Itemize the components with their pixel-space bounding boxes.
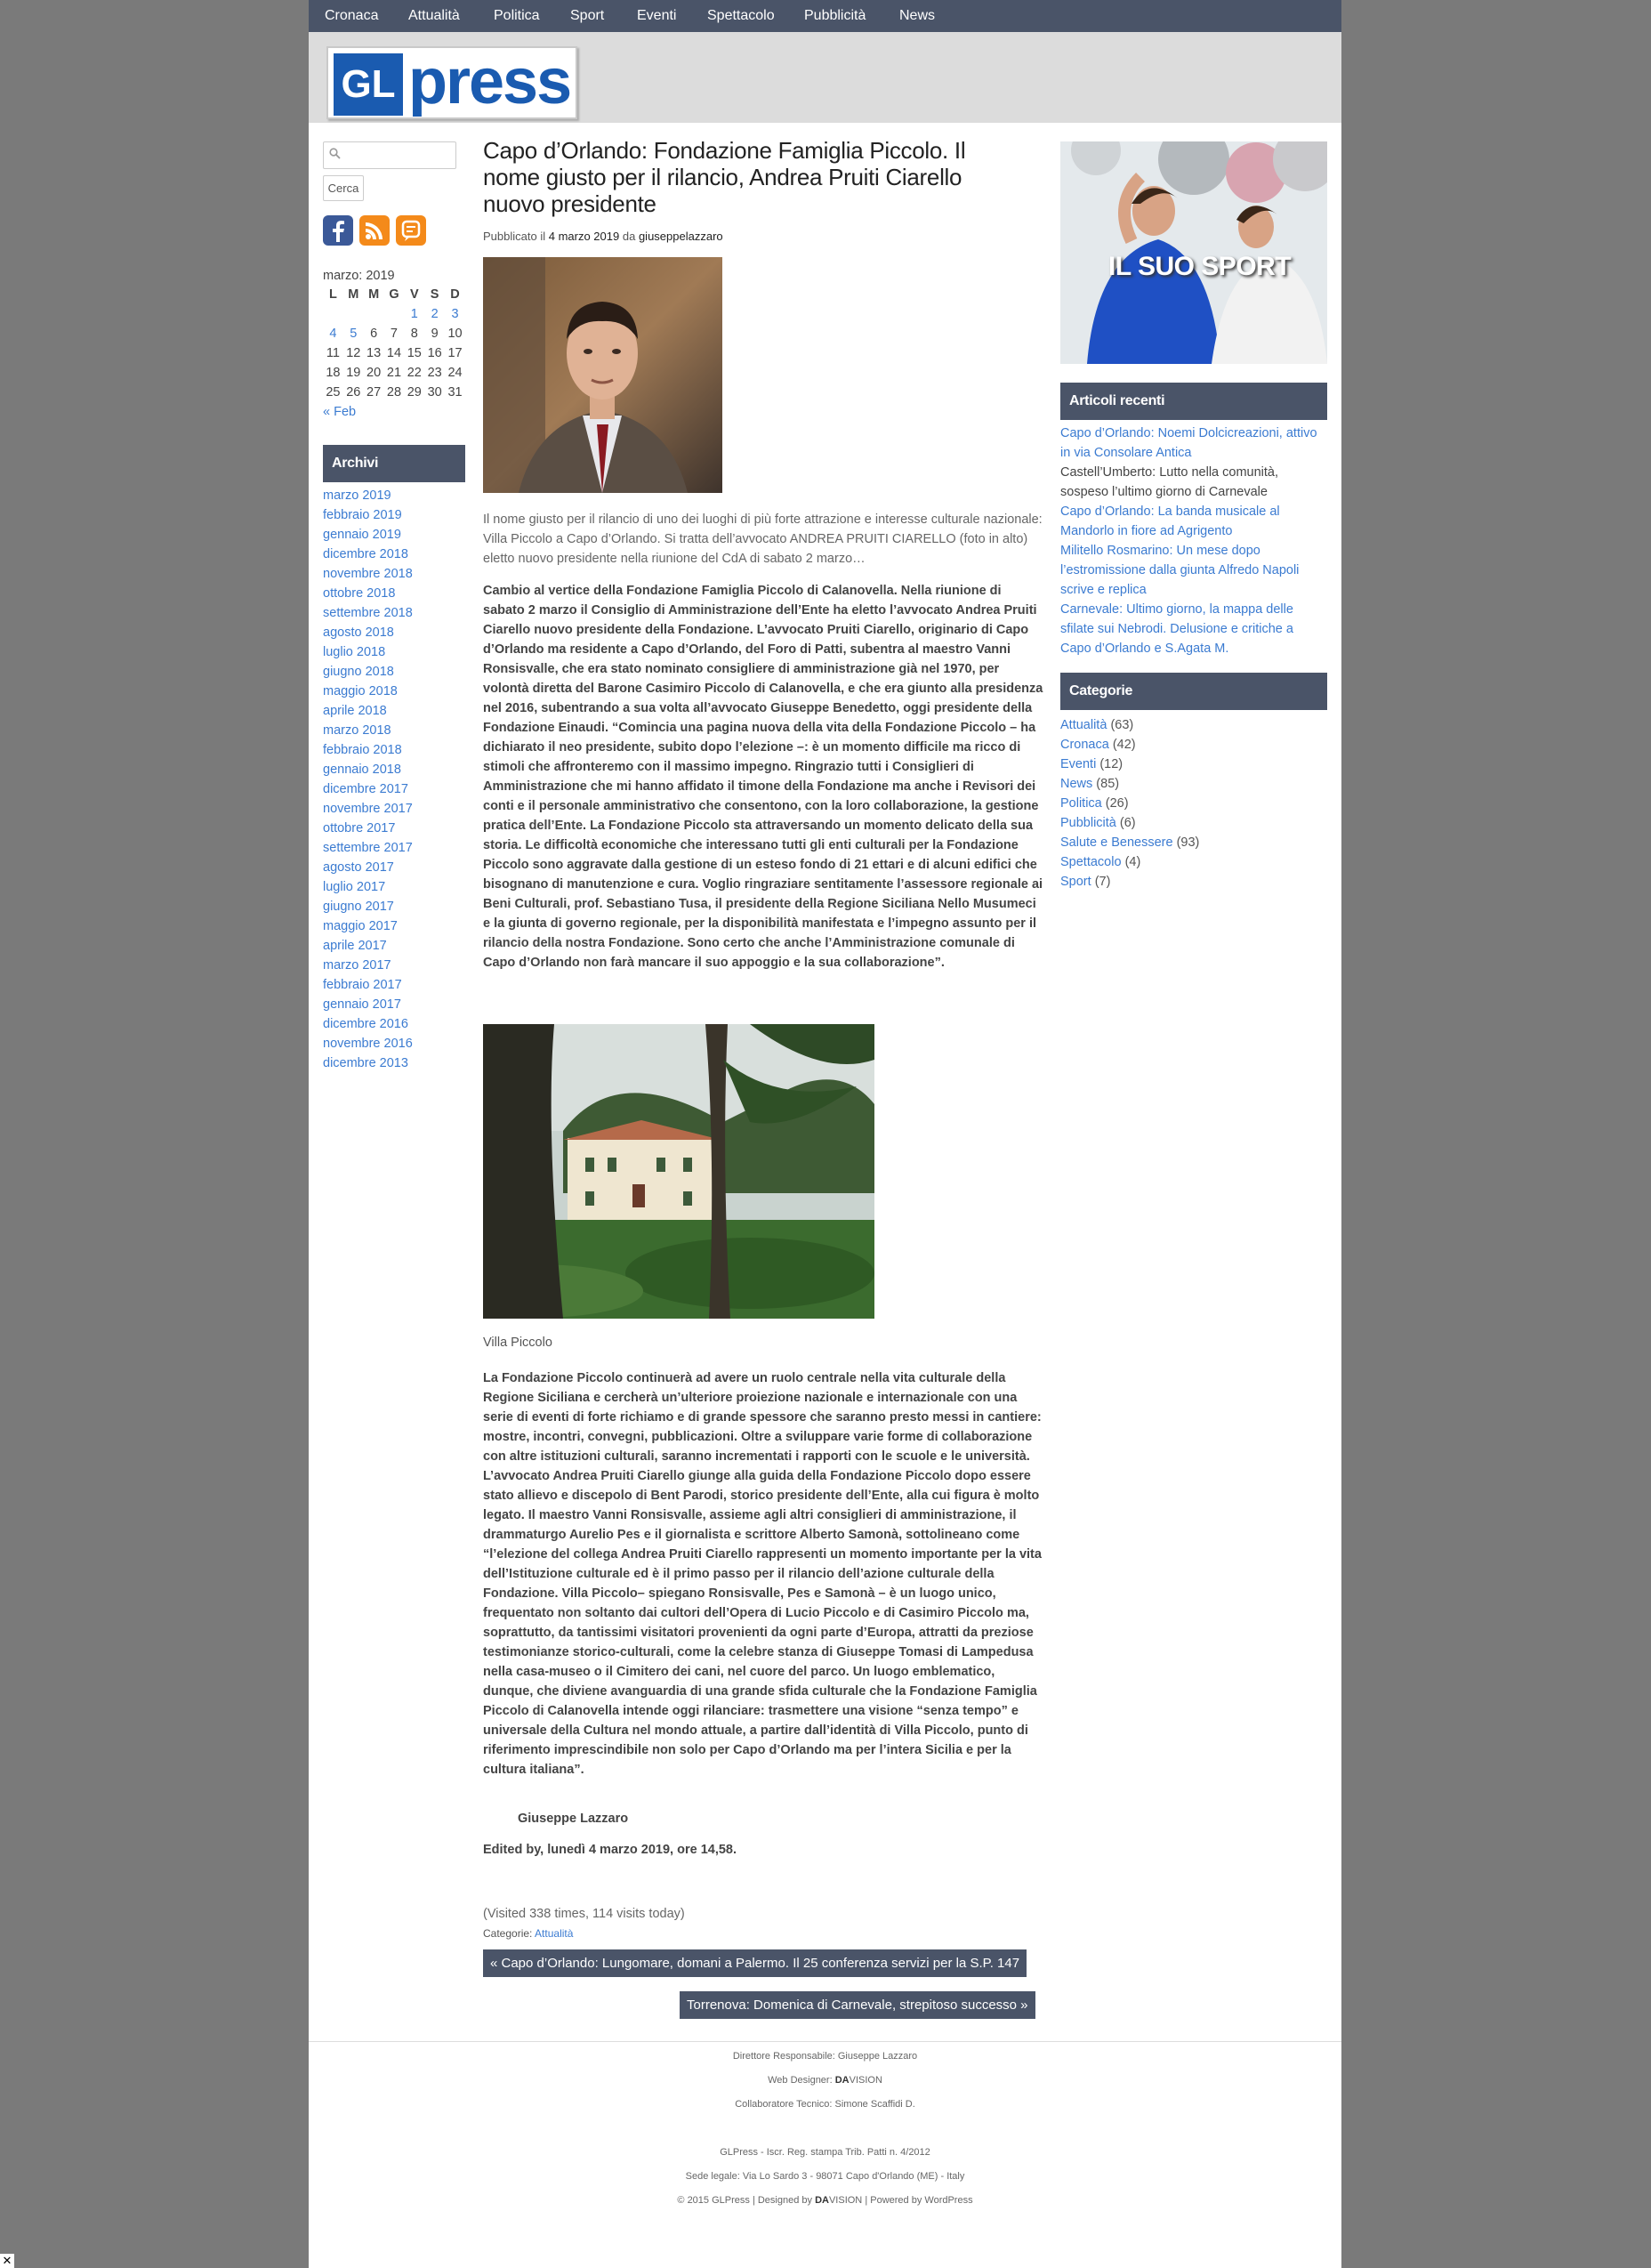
- nav-cronaca[interactable]: Cronaca: [325, 8, 379, 23]
- calendar-day: 17: [447, 346, 463, 360]
- category-item-count: (26): [1105, 796, 1129, 811]
- calendar-day: 24: [447, 366, 463, 380]
- archive-link[interactable]: maggio 2017: [323, 919, 398, 933]
- post-date[interactable]: 4 marzo 2019: [548, 230, 620, 243]
- category-item-count: (63): [1110, 718, 1134, 732]
- calendar-weekday: V: [409, 287, 419, 302]
- post-byline: [483, 230, 723, 243]
- calendar-day: 22: [407, 366, 422, 380]
- site-footer: [309, 2041, 1341, 2268]
- category-item: [1060, 852, 1327, 872]
- recent-post-link[interactable]: Capo d’Orlando: La banda musicale al Mandorlo in fiore ad Agrigento: [1060, 504, 1280, 538]
- category-item-link[interactable]: Sport: [1060, 875, 1091, 889]
- visit-counter: (Visited 338 times, 114 visits today): [483, 1907, 685, 1921]
- archive-link[interactable]: novembre 2018: [323, 567, 413, 581]
- post-signature: Giuseppe Lazzaro: [518, 1812, 629, 1826]
- categories-label: Categorie:: [483, 1927, 533, 1940]
- sport-ad-banner[interactable]: [1060, 141, 1327, 364]
- archive-link[interactable]: gennaio 2017: [323, 997, 401, 1012]
- calendar-weekday: G: [389, 287, 399, 302]
- footer-collaboratore: Collaboratore Tecnico: Simone Scaffidi D.: [735, 2099, 915, 2110]
- site-header: [309, 32, 1341, 123]
- archivi-list: [323, 486, 474, 1073]
- previous-post-button[interactable]: « Capo d’Orlando: Lungomare, domani a Palermo. Il 25 conferenza servizi per la S.P. 147: [483, 1949, 1027, 1977]
- archive-link[interactable]: ottobre 2017: [323, 821, 396, 835]
- calendar-day: 9: [431, 327, 439, 341]
- blog-icon[interactable]: [396, 215, 426, 246]
- category-item-link[interactable]: Pubblicità: [1060, 816, 1116, 830]
- calendar-day: 16: [427, 346, 442, 360]
- archive-link[interactable]: novembre 2017: [323, 802, 413, 816]
- calendar-day: [384, 304, 405, 324]
- search-input[interactable]: [323, 141, 456, 169]
- category-item-link[interactable]: Cronaca: [1060, 738, 1109, 752]
- next-post-button[interactable]: Torrenova: Domenica di Carnevale, strepitoso successo »: [680, 1991, 1035, 2019]
- nav-sport[interactable]: Sport: [570, 8, 605, 23]
- archive-link[interactable]: dicembre 2013: [323, 1056, 408, 1070]
- ad-text: IL SUO SPORT: [1108, 252, 1292, 281]
- site-logo[interactable]: [326, 46, 577, 119]
- archive-link[interactable]: dicembre 2016: [323, 1017, 408, 1031]
- calendar-day[interactable]: 1: [410, 307, 418, 321]
- footer-registro: GLPress - Iscr. Reg. stampa Trib. Patti n. 4/2012: [720, 2147, 930, 2158]
- photo-caption: Villa Piccolo: [483, 1336, 552, 1350]
- calendar-weekday: M: [348, 287, 359, 302]
- archivi-title: Archivi: [323, 445, 465, 482]
- search-icon: [329, 148, 341, 159]
- calendar-day[interactable]: 4: [329, 327, 337, 341]
- recent-post-link[interactable]: Militello Rosmarino: Un mese dopo l’estromissione dalla giunta Alfredo Napoli scrive e replica: [1060, 544, 1300, 597]
- archive-link[interactable]: dicembre 2018: [323, 547, 408, 561]
- footer-brand-bold[interactable]: DA: [834, 2075, 850, 2086]
- calendar-weekday: S: [430, 287, 439, 302]
- category-item-link[interactable]: Attualità: [1060, 718, 1107, 732]
- calendar-weekday: M: [368, 287, 380, 302]
- archive-link[interactable]: gennaio 2019: [323, 528, 401, 542]
- calendar-day[interactable]: 2: [431, 307, 439, 321]
- rss-icon[interactable]: [359, 215, 390, 246]
- category-item: [1060, 833, 1327, 852]
- calendar-day: 21: [386, 366, 402, 380]
- byline-mid: da: [622, 230, 636, 243]
- nav-spettacolo[interactable]: Spettacolo: [707, 8, 775, 23]
- category-item: [1060, 715, 1327, 735]
- calendar-day: 30: [427, 385, 442, 400]
- archive-link[interactable]: febbraio 2019: [323, 508, 402, 522]
- archive-link[interactable]: luglio 2017: [323, 880, 386, 894]
- page: [309, 0, 1341, 2268]
- category-item: [1060, 735, 1327, 755]
- calendar-day: 23: [427, 366, 442, 380]
- footer-copy-brand-bold[interactable]: DA: [815, 2195, 829, 2206]
- footer-copy-prefix: © 2015 GLPress | Designed by: [677, 2195, 813, 2206]
- calendar-day: 11: [326, 346, 340, 360]
- calendar-caption: marzo: 2019: [323, 269, 395, 283]
- calendar-day: 26: [346, 385, 361, 400]
- category-item-count: (12): [1099, 757, 1123, 771]
- calendar-day[interactable]: 3: [451, 307, 459, 321]
- calendar-day: [364, 304, 384, 324]
- post-excerpt: Il nome giusto per il rilancio di uno dei luoghi di più forte attrazione e interesse culturale nazionale: Villa Piccolo a Capo d’Orlando. Si tratta dell’avvocato ANDREA PRUITI CIARELLO (foto in alto) eletto nuovo presidente nella riunione del CdA di sabato 2 marzo…: [483, 513, 1043, 566]
- category-item-count: (93): [1176, 835, 1200, 850]
- footer-webdesigner: [309, 2075, 1341, 2086]
- recent-posts-list: [1060, 424, 1327, 658]
- archive-link[interactable]: aprile 2017: [323, 939, 387, 953]
- calendar-day: 14: [386, 346, 402, 360]
- search-button[interactable]: Cerca: [323, 175, 364, 201]
- footer-copyright: [309, 2195, 1341, 2206]
- calendar-day: 15: [407, 346, 422, 360]
- nav-attualita[interactable]: Attualità: [408, 8, 460, 23]
- archive-link[interactable]: giugno 2017: [323, 900, 394, 914]
- category-item-link[interactable]: Spettacolo: [1060, 855, 1122, 869]
- category-item-count: (7): [1094, 875, 1111, 889]
- calendar-day: 28: [386, 385, 402, 400]
- archive-link[interactable]: agosto 2017: [323, 860, 394, 875]
- categories-list: [1060, 715, 1327, 892]
- byline-prefix: Pubblicato il: [483, 230, 546, 243]
- archive-link[interactable]: febbraio 2017: [323, 978, 402, 992]
- calendar-day: 29: [407, 385, 422, 400]
- calendar-prev-link[interactable]: « Feb: [323, 405, 357, 419]
- calendar-weekday: L: [328, 287, 337, 302]
- villa-piccolo-photo: [483, 1024, 874, 1319]
- category-item-count: (4): [1124, 855, 1141, 869]
- category-item-count: (42): [1112, 738, 1136, 752]
- archive-link[interactable]: marzo 2019: [323, 488, 391, 503]
- post-categories: [483, 1927, 573, 1940]
- nav-news[interactable]: News: [899, 8, 936, 23]
- calendar-weekday: D: [450, 287, 460, 302]
- archive-link[interactable]: settembre 2018: [323, 606, 413, 620]
- post-body-2: La Fondazione Piccolo continuerà ad avere un ruolo centrale nella vita culturale della Regione Siciliana e cercherà un’ulteriore proiezione nazionale e internazionale con una serie di eventi di forte richiamo e di grande spessore che saranno presto messi in cantiere: mostre, incontri, convegni, pubblicazioni. Oltre a sviluppare varie forme di collaborazione con altre istituzioni culturali, saranno incrementati i rapporti con le scuole e le università. L’avvocato Andrea Pruiti Ciarello giunge alla guida della Fondazione Piccolo dopo essere stato allievo e discepolo di Bent Parodi, storico presidente dell’Ente, alla cui figura è molto legato. Il maestro Vanni Ronsisvalle, assieme agli altri consiglieri di amministrazione, il drammaturgo Aurelio Pes e il giornalista e scrittore Alberto Samonà, sottolineano come “l’elezione del collega Andrea Pruiti Ciarello rappresenti un momento importante per la vita dell’Istituzione culturale ed è il primo passo per il rilancio dell’azione culturale della Fondazione. Villa Piccolo– spiegano Ronsisvalle, Pes e Samonà – è un luogo unico, frequentato non soltanto dai cultori dell’Opera di Lucio Piccolo e di Casimiro Piccolo ma, soprattutto, da tantissimi visitatori provenienti da ogni parte d’Europa, attratti da preziose testimonianze storico-culturali, come la celebre stanza di Giuseppe Tomasi di Lampedusa nella casa-museo o il Cimitero dei cani, nel cuore del parco. Un luogo emblematico, dunque, che diviene avanguardia di una grande sfida culturale che la Fondazione Famiglia Piccolo di Calanovella intende oggi rilanciare: trasmettere una visione “senza tempo” e universale della Cultura nel mondo attuale, a partire dall’identità di Villa Piccolo, punto di riferimento imprescindibile non solo per Capo d’Orlando ma per l’intera Sicilia e per la cultura italiana”.: [483, 1371, 1042, 1777]
- category-item: [1060, 813, 1327, 833]
- archive-link[interactable]: agosto 2018: [323, 626, 394, 640]
- archive-link[interactable]: gennaio 2018: [323, 763, 401, 777]
- recent-post-link[interactable]: Capo d’Orlando: Noemi Dolcicreazioni, attivo in via Consolare Antica: [1060, 426, 1317, 460]
- archive-link[interactable]: settembre 2017: [323, 841, 413, 855]
- archive-link[interactable]: marzo 2017: [323, 958, 391, 973]
- recent-post-link[interactable]: Castell’Umberto: Lutto nella comunità, sospeso l’ultimo giorno di Carnevale: [1060, 465, 1279, 499]
- post-body-1: Cambio al vertice della Fondazione Famiglia Piccolo di Calanovella. Nella riunione di sabato 2 marzo il Consiglio di Amministrazione dell’Ente ha eletto l’avvocato Andrea Pruiti Ciarello nuovo presidente della Fondazione. L’avvocato Pruiti Ciarello, originario di Capo d’Orlando ma residente a Capo d’Orlando, del Foro di Patti, subentra al maestro Vanni Ronsisvalle, che era stato nominato consigliere di amministrazione già nel 1970, per volontà diretta del Barone Casimiro Piccolo di Calanovella, e che era giunto alla presidenza nel 2016, subentrando a sua volta all’avvocato Giuseppe Benedetto, oggi presidente della Fondazione Einaudi. “Comincia una pagina nuova della vita della Fondazione Piccolo – ha dichiarato il neo presidente, subito dopo l’elezione –: è un momento difficile ma ricco di stimoli che affronteremo con il massimo impegno. Ringrazio tutti i Consiglieri di Amministrazione che mi hanno affidato il timone della Fondazione ma anche i Revisori dei conti e il personale amministrativo che consentono, con la loro collaborazione, la gestione pratica dell’Ente. La Fondazione Piccolo sta attraversando un momento delicato della sua storia. Le difficoltà economiche che interessano tutti gli enti culturali per la Fondazione Piccolo sono aggravate dalla gestione di un esteso fondo di 21 ettari e di alcuni edifici che bisognano di manutenzione e cura. Voglio ringraziare sentitamente l’assessore regionale ai Beni Culturali, prof. Sebastiano Tusa, il presidente della Regione Siciliana Nello Musumeci e la giunta di governo regionale, per la disponibilità manifestata e l’impegno assunto per il rilancio della nostra Fondazione. Sono certo che anche l’Amministrazione comunale di Capo d’Orlando non farà mancare il suo appoggio e la sua collaborazione”.: [483, 584, 1043, 970]
- calendar-day: 12: [346, 346, 361, 360]
- category-item-count: (85): [1096, 777, 1120, 791]
- archive-link[interactable]: maggio 2018: [323, 684, 398, 698]
- category-item-link[interactable]: Politica: [1060, 796, 1102, 811]
- archive-link[interactable]: ottobre 2018: [323, 586, 396, 601]
- category-item: [1060, 872, 1327, 892]
- nav-eventi[interactable]: Eventi: [637, 8, 677, 23]
- calendar-day: 19: [346, 366, 361, 380]
- calendar-day: [323, 304, 343, 324]
- category-item: [1060, 794, 1327, 813]
- post-edited: Edited by, lunedì 4 marzo 2019, ore 14,58.: [483, 1843, 737, 1857]
- calendar-day: 25: [326, 385, 341, 400]
- calendar-day: 8: [410, 327, 418, 341]
- top-navigation: [309, 0, 1341, 32]
- nav-politica[interactable]: Politica: [494, 8, 540, 23]
- calendar-widget: [323, 267, 467, 422]
- calendar-day: [343, 304, 364, 324]
- facebook-icon[interactable]: [323, 215, 353, 246]
- archive-link[interactable]: giugno 2018: [323, 665, 394, 679]
- footer-sede: Sede legale: Via Lo Sardo 3 - 98071 Capo d'Orlando (ME) - Italy: [685, 2171, 965, 2182]
- post-author[interactable]: giuseppelazzaro: [638, 230, 723, 243]
- calendar-table: [323, 285, 465, 402]
- category-item: [1060, 755, 1327, 774]
- author-photo: [483, 257, 722, 493]
- calendar-day: 6: [370, 327, 378, 341]
- footer-copy-suffix: | Powered by WordPress: [865, 2195, 973, 2206]
- footer-direttore: Direttore Responsabile: Giuseppe Lazzaro: [732, 2051, 918, 2062]
- calendar-day: 20: [366, 366, 382, 380]
- calendar-day: 18: [326, 366, 341, 380]
- archive-link[interactable]: febbraio 2018: [323, 743, 402, 757]
- category-item-link[interactable]: Salute e Benessere: [1060, 835, 1173, 850]
- nav-pubblicita[interactable]: Pubblicità: [804, 8, 866, 23]
- category-item-link[interactable]: News: [1060, 777, 1093, 791]
- calendar-day[interactable]: 5: [350, 327, 358, 341]
- close-icon[interactable]: ✕: [0, 2254, 14, 2268]
- category-item: [1060, 774, 1327, 794]
- logo-gl: GL: [334, 53, 403, 116]
- recent-post-link[interactable]: Carnevale: Ultimo giorno, la mappa delle sfilate sui Nebrodi. Delusione e critiche a Capo d’Orlando e S.Agata M.: [1060, 602, 1293, 656]
- recenti-title: Articoli recenti: [1060, 383, 1327, 420]
- category-item-count: (6): [1119, 816, 1136, 830]
- archive-link[interactable]: marzo 2018: [323, 723, 391, 738]
- footer-brand-rest[interactable]: VISION: [849, 2075, 882, 2086]
- logo-press: press: [408, 46, 571, 117]
- calendar-day: 13: [366, 346, 382, 360]
- calendar-day: 27: [366, 385, 382, 400]
- archive-link[interactable]: novembre 2016: [323, 1037, 413, 1051]
- archive-link[interactable]: luglio 2018: [323, 645, 386, 659]
- footer-webdesigner-label: Web Designer:: [768, 2075, 833, 2086]
- categorie-title: Categorie: [1060, 673, 1327, 710]
- archive-link[interactable]: aprile 2018: [323, 704, 387, 718]
- calendar-day: 7: [390, 327, 398, 341]
- archive-link[interactable]: dicembre 2017: [323, 782, 408, 796]
- category-item-link[interactable]: Eventi: [1060, 757, 1097, 771]
- footer-copy-brand-rest[interactable]: VISION: [828, 2195, 863, 2206]
- calendar-day: 31: [447, 385, 463, 400]
- category-link[interactable]: Attualità: [535, 1927, 574, 1940]
- calendar-day: 10: [447, 327, 463, 341]
- post-title: Capo d’Orlando: Fondazione Famiglia Piccolo. Il nome giusto per il rilancio, Andrea Pruiti Ciarello nuovo presidente: [483, 137, 966, 217]
